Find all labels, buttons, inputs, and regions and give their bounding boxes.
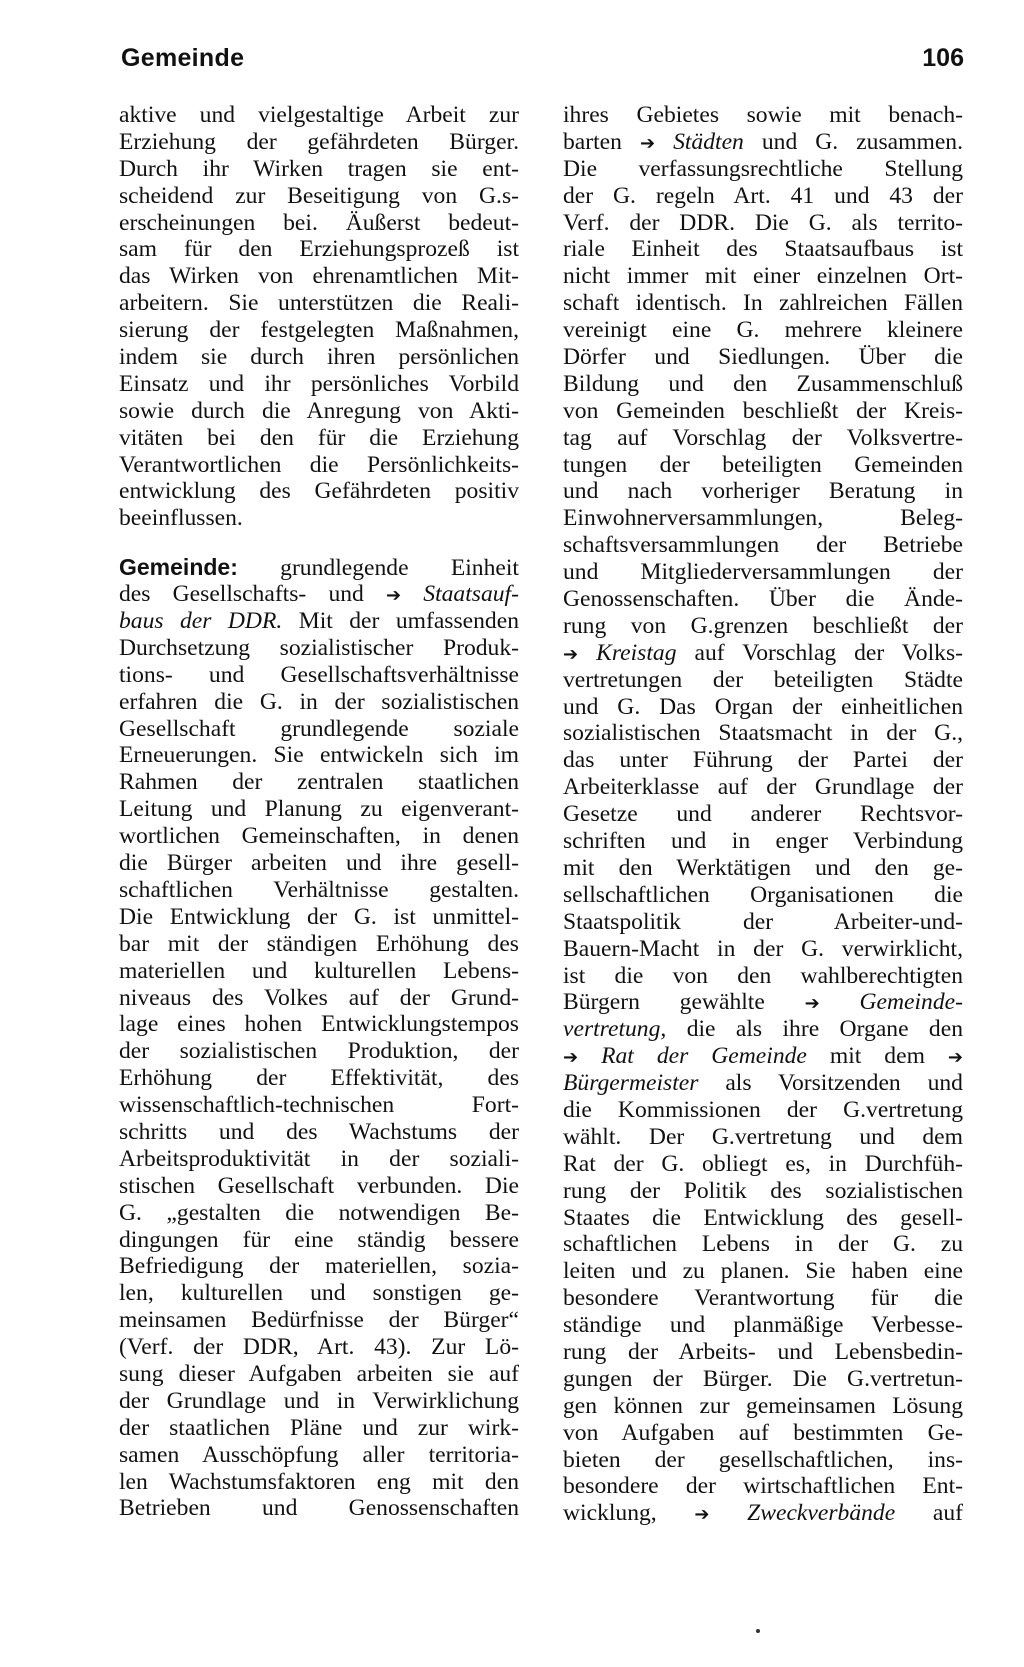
text-line: von Gemeinden beschließt der Kreis- [563,397,963,424]
cross-reference-zweckverbaende[interactable]: Zweckverbände [747,1500,896,1527]
text-line: bieten der gesellschaftlichen, ins- [563,1446,963,1473]
page-number: 106 [922,44,964,72]
text-line [563,1070,963,1097]
cross-reference-staatsaufbau-cont[interactable]: baus der DDR. [119,608,283,635]
text-line: mit den Werktätigen und den ge- [563,854,963,881]
text-line: rung der Arbeits- und Lebensbedin- [563,1338,963,1365]
text-line: tungen der beteiligten Gemeinden [563,451,963,478]
text-line: schaftlichen Lebens in der G. zu [563,1231,963,1258]
text-line: schaft identisch. In zahlreichen Fällen [563,290,963,317]
text-line: vitäten bei den für die Erziehung [119,424,519,451]
text-span: die als ihre Organe den [686,1016,963,1043]
text-line: ist die von den wahlberechtigten [563,962,963,989]
text-line: sowie durch die Anregung von Akti- [119,397,519,424]
text-line: schriften und in enger Verbindung [563,828,963,855]
right-column [563,102,963,1527]
text-line: scheidend zur Beseitigung von G.s- [119,182,519,209]
text-line: sung dieser Aufgaben arbeiten sie auf [119,1360,519,1387]
text-line: besondere der wirtschaftlichen Ent- [563,1473,963,1500]
text-line [563,1043,963,1070]
text-line: das unter Führung der Partei der [563,747,963,774]
text-line: niveaus des Volkes auf der Grund- [119,984,519,1011]
text-line: materiellen und kulturellen Lebens- [119,957,519,984]
text-line: ständige und planmäßige Verbesse- [563,1312,963,1339]
text-line [563,640,963,667]
text-line: Erhöhung der Effektivität, des [119,1065,519,1092]
text-line: Genossenschaften. Über die Ände- [563,586,963,613]
text-line: Gesellschaft grundlegende soziale [119,715,519,742]
running-head: Gemeinde [121,44,245,72]
cross-reference-staedten[interactable]: Städten [673,128,744,155]
text-line: riale Einheit des Staatsaufbaus ist [563,236,963,263]
text-line: erfahren die G. in der sozialistischen [119,688,519,715]
text-line: G. „gestalten die notwendigen Be- [119,1199,519,1226]
text-span: mit dem [829,1043,925,1070]
text-line: dingungen für eine ständig bessere [119,1226,519,1253]
paragraph-gap [119,532,519,554]
text-line: rung von G.grenzen beschließt der [563,612,963,639]
text-line [563,1500,963,1527]
cross-reference-rat-der-gemeinde[interactable]: Rat der Gemeinde [601,1043,807,1070]
text-line: vereinigt eine G. mehrere kleinere [563,317,963,344]
text-line: die Kommissionen der G.vertretung [563,1096,963,1123]
text-line: und Mitgliederversammlungen der [563,559,963,586]
text-line: von Aufgaben auf bestimmten Ge- [563,1419,963,1446]
text-line: Durchsetzung sozialistischer Produk- [119,634,519,661]
text-line: Leitung und Planung zu eigenverant- [119,796,519,823]
cross-reference-kreistag[interactable]: Kreistag [596,639,677,666]
text-line: Bauern-Macht in der G. verwirklicht, [563,935,963,962]
text-span: grundlegende Einheit [280,555,519,582]
text-line: der staatlichen Pläne und zur wirk- [119,1414,519,1441]
text-line: rung der Politik des sozialistischen [563,1177,963,1204]
cross-reference-arrow-icon: ➔ [386,585,402,607]
text-span: und G. zusammen. [761,128,964,155]
entry-first-line [119,554,519,581]
text-line: schaftsversammlungen der Betriebe [563,532,963,559]
text-line: Bildung und den Zusammenschluß [563,370,963,397]
text-line: schaftlichen Verhältnisse gestalten. [119,876,519,903]
cross-reference-staatsaufbau[interactable]: Staatsauf- [423,581,519,608]
text-line: Einwohnerversammlungen, Beleg- [563,505,963,532]
text-line: Dörfer und Siedlungen. Über die [563,344,963,371]
text-line: Betrieben und Genossenschaften [119,1495,519,1522]
text-line: Rahmen der zentralen staatlichen [119,769,519,796]
text-line: wortlichen Gemeinschaften, in denen [119,823,519,850]
text-line: sellschaftlichen Organisationen die [563,881,963,908]
text-line: (Verf. der DDR, Art. 43). Zur Lö- [119,1334,519,1361]
text-line: gungen der Bürger. Die G.vertretun- [563,1365,963,1392]
cross-reference-arrow-icon: ➔ [639,132,656,154]
cross-reference-gemeindevertretung[interactable]: Gemeinde- [859,989,963,1016]
text-line [119,608,519,635]
text-line: lage eines hohen Entwicklungstempos [119,1011,519,1038]
text-line: sam für den Erziehungsprozeß ist [119,236,519,263]
text-line: die Bürger arbeiten und ihre gesell- [119,850,519,877]
text-line: besondere Verantwortung für die [563,1285,963,1312]
text-line: Verf. der DDR. Die G. als territo- [563,209,963,236]
text-span: als Vorsitzenden und [725,1070,963,1097]
entry-headword: Gemeinde: [119,554,238,581]
page-header [121,44,964,84]
text-line: Verantwortlichen die Persönlichkeits- [119,451,519,478]
text-line: Staatspolitik der Arbeiter-und- [563,908,963,935]
text-line: Rat der G. obliegt es, in Durchfüh- [563,1150,963,1177]
text-line: schritts und des Wachstums der [119,1118,519,1145]
cross-reference-arrow-icon: ➔ [947,1047,964,1069]
text-span: wicklung, [563,1500,657,1527]
text-line: nicht immer mit einer einzelnen Ort- [563,263,963,290]
text-line: erscheinungen bei. Äußerst bedeut- [119,209,519,236]
left-column [119,102,519,1522]
text-line: Gesetze und anderer Rechtsvor- [563,801,963,828]
text-line: leiten und zu planen. Sie haben eine [563,1258,963,1285]
text-span: des Gesellschafts- und [119,581,364,608]
text-line: arbeitern. Sie unterstützen die Reali- [119,290,519,317]
text-line: sierung der festgelegten Maßnahmen, [119,317,519,344]
cross-reference-gemeindevertretung-cont[interactable]: vertretung, [563,1016,667,1043]
text-line: und G. Das Organ der einheitlichen [563,693,963,720]
text-line: ihres Gebietes sowie mit benach- [563,102,963,128]
text-line [119,581,519,608]
cross-reference-arrow-icon: ➔ [563,1047,579,1069]
text-span: Bürgern gewählte [563,989,765,1016]
cross-reference-arrow-icon: ➔ [804,993,820,1015]
text-line [563,1016,963,1043]
text-span: Mit der umfassenden [298,608,519,635]
text-span: auf Vorschlag der Volks- [694,639,963,666]
text-line: Die Entwicklung der G. ist unmittel- [119,903,519,930]
cross-reference-arrow-icon: ➔ [563,643,579,665]
text-line: Befriedigung der materiellen, sozia- [119,1253,519,1280]
text-line: Durch ihr Wirken tragen sie ent- [119,155,519,182]
text-line: meinsamen Bedürfnisse der Bürger“ [119,1307,519,1334]
text-line: sozialistischen Staatsmacht in der G., [563,720,963,747]
text-line: wählt. Der G.vertretung und dem [563,1123,963,1150]
entry-gemeinde [119,554,519,1522]
text-line: Arbeiterklasse auf der Grundlage der [563,774,963,801]
text-line: beeinflussen. [119,505,243,532]
cross-reference-arrow-icon: ➔ [694,1504,710,1526]
text-line: indem sie durch ihren persönlichen [119,344,519,371]
text-line: der G. regeln Art. 41 und 43 der [563,182,963,209]
text-line: Staates die Entwicklung des gesell- [563,1204,963,1231]
text-line: wissenschaftlich-technischen Fort- [119,1092,519,1119]
text-line: tag auf Vorschlag der Volksvertre- [563,424,963,451]
text-line: stischen Gesellschaft verbunden. Die [119,1172,519,1199]
text-line [563,129,963,156]
text-line: len, kulturellen und sonstigen ge- [119,1280,519,1307]
text-line: aktive und vielgestaltige Arbeit zur [119,102,519,128]
text-line: und nach vorheriger Beratung in [563,478,963,505]
text-line: entwicklung des Gefährdeten positiv [119,478,519,505]
text-line: Einsatz und ihr persönliches Vorbild [119,370,519,397]
text-line: samen Ausschöpfung aller territoria- [119,1441,519,1468]
text-line: der Grundlage und in Verwirklichung [119,1387,519,1414]
text-line: len Wachstumsfaktoren eng mit den [119,1468,519,1495]
text-line: Erneuerungen. Sie entwickeln sich im [119,742,519,769]
text-span: barten [563,128,622,155]
text-line: bar mit der ständigen Erhöhung des [119,930,519,957]
text-line: Die verfassungsrechtliche Stellung [563,155,963,182]
text-line: vertretungen der beteiligten Städte [563,666,963,693]
text-span: auf [932,1500,963,1527]
text-line: gen können zur gemeinsamen Lösung [563,1392,963,1419]
text-line: tions- und Gesellschaftsverhältnisse [119,661,519,688]
text-line: Erziehung der gefährdeten Bürger. [119,128,519,155]
text-line: der sozialistischen Produktion, der [119,1038,519,1065]
cross-reference-buergermeister[interactable]: Bürgermeister [563,1070,699,1097]
text-line: das Wirken von ehrenamtlichen Mit- [119,263,519,290]
text-line [563,989,963,1016]
print-speck [756,1629,760,1633]
text-line: Arbeitsproduktivität in der soziali- [119,1145,519,1172]
continuation-paragraph [119,102,519,532]
